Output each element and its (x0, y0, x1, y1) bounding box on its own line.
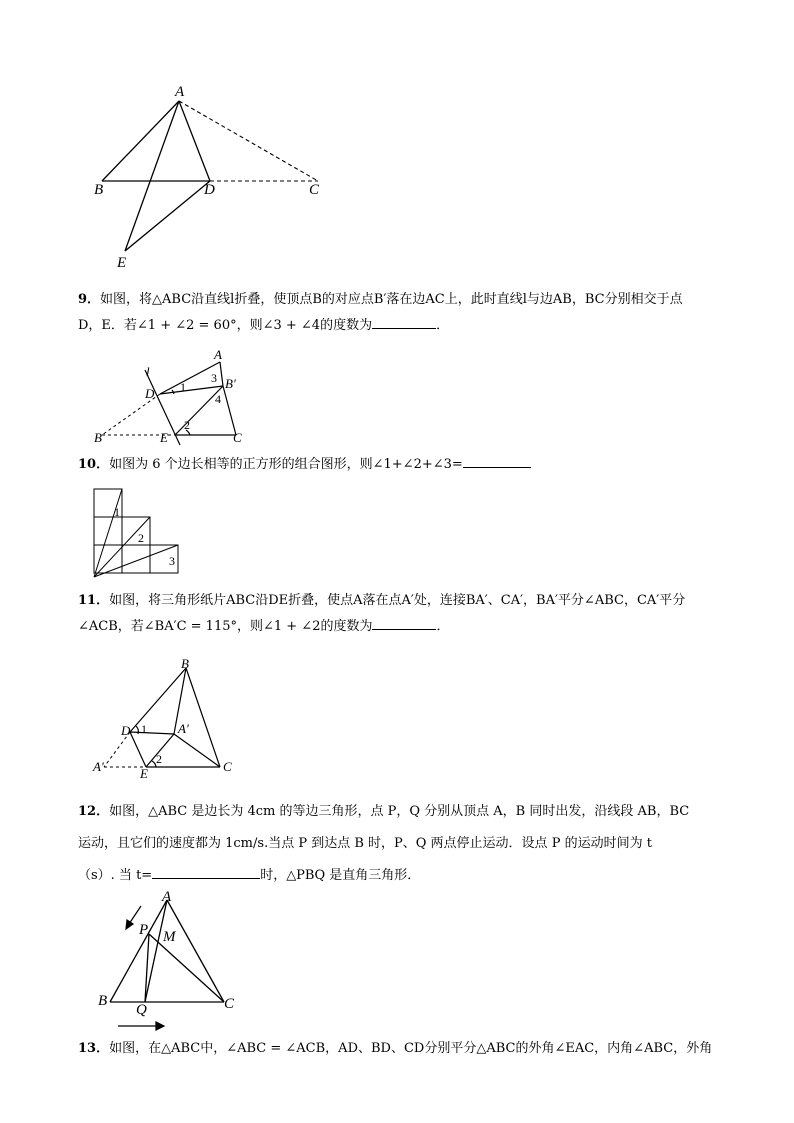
label-A: A (214, 347, 222, 362)
question-11 (78, 588, 758, 640)
question-number: 10． (78, 457, 110, 472)
question-11-text-1: 如图，将三角形纸片ABC沿DE折叠，使点A落在点A′处，连接BA′、CA′，BA′平分∠ABC，CA′平分 (109, 593, 686, 608)
label-M: M (163, 929, 176, 945)
label-P: P (139, 922, 149, 938)
answer-blank[interactable] (372, 615, 436, 630)
label-E: E (117, 255, 127, 271)
question-9-text-2: D，E．若∠1 + ∠2 = 60°，则∠3 + ∠4的度数为 (78, 318, 373, 333)
question-12-line-2: 运动，且它们的速度都为 1cm/s.当点 P 到达点 B 时，P、Q 两点停止运动．设点 P 的运动时间为 t (78, 836, 652, 851)
label-A: A (162, 889, 172, 905)
label-B: B (98, 993, 108, 1009)
figure-q12 (100, 888, 240, 1038)
question-9 (78, 287, 758, 339)
label-D: D (145, 386, 155, 401)
label-B: B (181, 656, 189, 671)
label-B: B (94, 430, 102, 445)
label-E: E (140, 766, 148, 781)
question-number: 9． (78, 292, 101, 307)
label-C: C (233, 430, 242, 445)
label-A-prime: A′ (178, 721, 189, 736)
label-C: C (224, 996, 235, 1012)
question-10-text: 如图为 6 个边长相等的正方形的组合图形，则∠1+∠2+∠3= (109, 457, 463, 472)
question-number: 12． (78, 804, 110, 819)
angle-label-1: 1 (114, 505, 120, 519)
question-10 (78, 452, 758, 478)
answer-blank[interactable] (152, 864, 260, 879)
label-Q: Q (136, 1002, 147, 1018)
label-C: C (309, 182, 320, 198)
answer-blank[interactable] (463, 453, 531, 468)
question-12-text-4: 时，△PBQ 是直角三角形． (260, 868, 421, 883)
angle-label-3: 3 (211, 371, 217, 385)
label-B-prime: B′ (225, 376, 236, 391)
question-13 (78, 1036, 758, 1062)
figure-q8 (80, 80, 340, 280)
label-A: A (175, 84, 185, 100)
question-12 (78, 796, 758, 892)
label-l: l (146, 364, 150, 379)
question-13-text: 如图，在△ABC中，∠ABC = ∠ACB，AD、BD、CD分别平分△ABC的外角∠EAC，内角∠ABC，外角 (109, 1041, 713, 1056)
label-D: D (204, 182, 215, 198)
question-12-text-1: 如图，△ABC 是边长为 4cm 的等边三角形，点 P，Q 分别从顶点 A，B 同时出发，沿线段 AB，BC (109, 804, 690, 819)
angle-label-2: 2 (184, 418, 190, 432)
question-12-text-3: （s）. 当 t= (78, 868, 153, 883)
question-number: 11． (78, 593, 110, 608)
question-11-line-2 (78, 614, 758, 640)
angle-label-4: 4 (215, 392, 221, 406)
answer-blank[interactable] (372, 314, 436, 329)
label-A-prime-left: A′ (93, 759, 104, 774)
question-11-text-2: ∠ACB，若∠BA′C = 115°，则∠1 + ∠2的度数为 (78, 619, 373, 634)
label-E: E (160, 430, 168, 445)
angle-label-2: 2 (156, 752, 162, 766)
angle-label-1: 1 (141, 722, 147, 736)
question-9-line-2 (78, 313, 758, 339)
question-9-line-1 (78, 287, 758, 313)
question-12-line-1 (78, 796, 758, 828)
label-D: D (121, 723, 131, 738)
label-B: B (94, 182, 104, 198)
angle-label-3: 3 (169, 554, 175, 568)
question-9-text-1: 如图，将△ABC沿直线l折叠，使顶点B的对应点B′落在边AC上，此时直线l与边AB，BC分别相交于点 (100, 292, 683, 307)
angle-label-2: 2 (138, 531, 144, 545)
label-C: C (223, 759, 232, 774)
period: ． (436, 318, 450, 333)
angle-label-1: 1 (180, 380, 186, 394)
question-11-line-1 (78, 588, 758, 614)
question-number: 13． (78, 1041, 110, 1056)
period: ． (436, 619, 450, 634)
